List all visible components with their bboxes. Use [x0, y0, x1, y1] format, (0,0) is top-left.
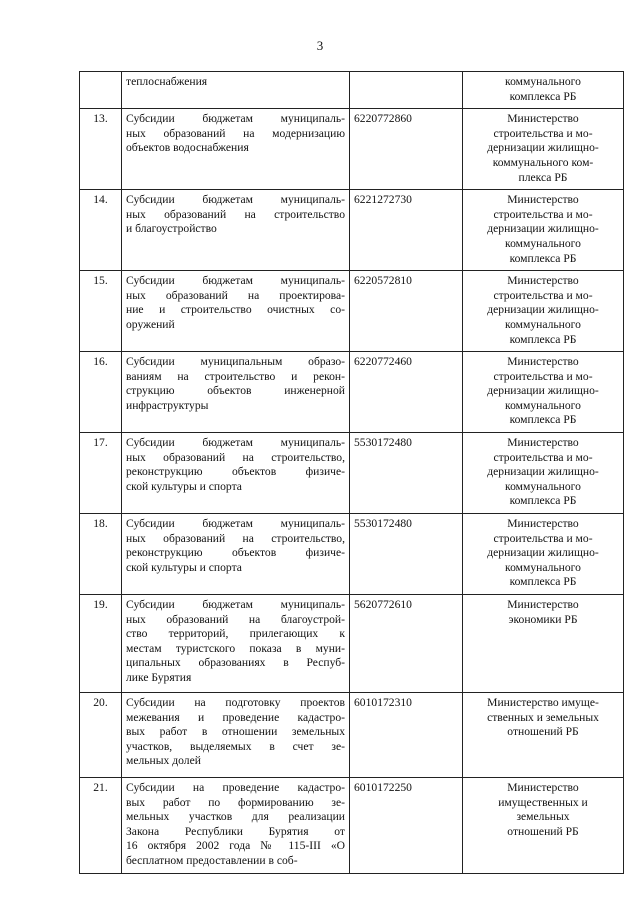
subsidy-name-cell [122, 433, 350, 514]
ministry-line: Министерство имуще- [487, 696, 599, 709]
row-number-cell: 13. [80, 109, 122, 190]
row-number-cell [80, 72, 122, 109]
subsidy-name-line: ство территорий, прилегающих к [126, 627, 345, 641]
table-body [80, 72, 624, 874]
row-number-cell: 14. [80, 190, 122, 271]
ministry-line: дернизации жилищно- [487, 465, 599, 479]
subsidy-name-line: ваниям на строительство и рекон- [126, 369, 345, 383]
ministry-line: дернизации жилищно- [487, 384, 599, 398]
subsidy-name-line: Субсидии на проведение кадастро- [126, 781, 345, 794]
ministry-cell [463, 72, 624, 109]
subsidy-name-line: Закона Республики Бурятия от [126, 824, 345, 838]
table-row [80, 693, 624, 778]
subsidy-name-cell [122, 72, 350, 109]
ministry-line: строительства и мо- [493, 207, 593, 221]
ministry-line: отношений РБ [507, 824, 579, 838]
subsidy-name-line: ципальных образованиях в Респуб- [126, 656, 345, 670]
subsidy-name-line: объектов водоснабжения [126, 141, 249, 155]
ministry-line: Министерство [507, 112, 579, 126]
subsidy-name-line: мельных участков для реализации [126, 810, 345, 824]
table-row [80, 514, 624, 595]
ministry-line: ственных и земельных [487, 710, 599, 724]
row-number-cell: 21. [80, 778, 122, 874]
subsidy-name-cell [122, 595, 350, 693]
ministry-line: плекса РБ [518, 170, 568, 184]
subsidy-name-line: реконструкцию объектов физиче- [126, 546, 345, 560]
subsidy-name-line: ных образований на благоустрой- [126, 612, 345, 626]
ministry-line: дернизации жилищно- [487, 546, 599, 560]
ministry-line: строительства и мо- [493, 531, 593, 545]
ministry-cell [463, 190, 624, 271]
ministry-line: Министерство [507, 193, 579, 207]
ministry-line: имущественных и [498, 795, 588, 809]
subsidy-name-line: ных образований на проектирова- [126, 288, 345, 302]
budget-code-cell: 6221272730 [350, 190, 463, 271]
subsidy-name-line: межевания и проведение кадастро- [126, 710, 345, 724]
subsidy-name-line: Субсидии бюджетам муниципаль- [126, 436, 345, 450]
page-number: 3 [316, 38, 324, 53]
subsidy-name-cell [122, 190, 350, 271]
ministry-cell [463, 352, 624, 433]
table-row [80, 352, 624, 433]
ministry-line: комплекса РБ [509, 332, 577, 346]
subsidy-name-line: 16 октября 2002 года № 115-III «О [126, 839, 345, 853]
ministry-line: Министерство [507, 274, 579, 288]
subsidy-name-line: и благоустройство [126, 222, 217, 236]
subsidy-name-line: ской культуры и спорта [126, 560, 242, 574]
ministry-line: комплекса РБ [509, 575, 577, 589]
subsidy-name-line: ных образований на модернизацию [126, 126, 345, 140]
subsidy-name-cell [122, 271, 350, 352]
budget-code-cell: 6010172310 [350, 693, 463, 778]
ministry-cell [463, 514, 624, 595]
ministry-line: коммунального ком- [492, 155, 594, 169]
row-number-cell: 18. [80, 514, 122, 595]
row-number-cell: 17. [80, 433, 122, 514]
subsidy-name-line: оружений [126, 317, 175, 331]
budget-code-cell: 6010172250 [350, 778, 463, 874]
ministry-line: дернизации жилищно- [487, 303, 599, 317]
ministry-line: строительства и мо- [493, 450, 593, 464]
ministry-line: комплекса РБ [509, 413, 577, 427]
subsidy-name-line: местам туристского показа в муни- [126, 641, 345, 655]
ministry-line: строительства и мо- [493, 126, 593, 140]
subsidy-name-cell [122, 514, 350, 595]
budget-code-cell: 5530172480 [350, 514, 463, 595]
table-row [80, 433, 624, 514]
row-number-cell: 15. [80, 271, 122, 352]
budget-code-cell: 6220772860 [350, 109, 463, 190]
ministry-line: коммунального [505, 317, 581, 331]
subsidy-name-cell [122, 693, 350, 778]
ministry-line: экономики РБ [508, 612, 578, 626]
budget-code-cell: 6220572810 [350, 271, 463, 352]
subsidy-name-cell [122, 778, 350, 874]
ministry-cell [463, 109, 624, 190]
subsidy-name-line: Субсидии бюджетам муниципаль- [126, 517, 345, 531]
table-row [80, 595, 624, 693]
ministry-cell [463, 433, 624, 514]
subsidy-name-line: мельных долей [126, 754, 201, 768]
subsidies-table [79, 71, 624, 874]
subsidy-name-cell [122, 352, 350, 433]
table-row [80, 72, 624, 109]
row-number-cell: 19. [80, 595, 122, 693]
subsidy-name-line: Субсидии на подготовку проектов [126, 696, 345, 709]
ministry-line: земельных [516, 810, 570, 824]
row-number-cell: 16. [80, 352, 122, 433]
subsidy-name-line: вых работ по формированию зе- [126, 795, 345, 809]
budget-code-cell: 6220772460 [350, 352, 463, 433]
ministry-line: коммунального [505, 479, 581, 493]
subsidy-name-line: Субсидии бюджетам муниципаль- [126, 112, 345, 126]
subsidy-name-cell [122, 109, 350, 190]
ministry-line: дернизации жилищно- [487, 222, 599, 236]
subsidy-name-line: ской культуры и спорта [126, 479, 242, 493]
subsidy-name-line: Субсидии бюджетам муниципаль- [126, 274, 345, 288]
ministry-cell [463, 595, 624, 693]
row-number-cell: 20. [80, 693, 122, 778]
subsidy-name-line: струкцию объектов инженерной [126, 384, 345, 398]
subsidy-name-line: ние и строительство очистных со- [126, 303, 345, 317]
subsidy-name-line: теплоснабжения [126, 75, 208, 88]
subsidy-name-line: ных образований на строительство, [126, 450, 345, 464]
ministry-cell [463, 271, 624, 352]
ministry-line: Министерство [507, 781, 579, 794]
ministry-line: Министерство [507, 436, 579, 450]
subsidy-name-line: ных образований на строительство [126, 207, 345, 221]
budget-code-cell: 5620772610 [350, 595, 463, 693]
ministry-line: Министерство [507, 355, 579, 369]
subsidy-name-line: ных образований на строительство, [126, 531, 345, 545]
table-row [80, 109, 624, 190]
ministry-line: строительства и мо- [493, 288, 593, 302]
ministry-line: Министерство [507, 517, 579, 531]
budget-code-cell [350, 72, 463, 109]
table-row [80, 271, 624, 352]
subsidy-name-line: Субсидии муниципальным образо- [126, 355, 345, 369]
subsidy-name-line: бесплатном предоставлении в соб- [126, 853, 298, 867]
ministry-cell [463, 778, 624, 874]
ministry-line: комплекса РБ [509, 89, 577, 103]
ministry-line: строительства и мо- [493, 369, 593, 383]
ministry-line: отношений РБ [507, 725, 579, 739]
subsidy-name-line: участков, выделяемых в счет зе- [126, 739, 345, 753]
subsidy-name-line: инфраструктуры [126, 398, 209, 412]
subsidy-name-line: реконструкцию объектов физиче- [126, 465, 345, 479]
subsidy-name-line: вых работ в отношении земельных [126, 725, 345, 739]
ministry-line: коммунального [505, 560, 581, 574]
table-row [80, 190, 624, 271]
ministry-line: коммунального [505, 75, 581, 88]
subsidy-name-line: лике Бурятия [126, 670, 192, 684]
ministry-line: дернизации жилищно- [487, 141, 599, 155]
ministry-line: коммунального [505, 236, 581, 250]
ministry-line: комплекса РБ [509, 251, 577, 265]
table-row [80, 778, 624, 874]
ministry-line: комплекса РБ [509, 494, 577, 508]
subsidy-name-line: Субсидии бюджетам муниципаль- [126, 193, 345, 207]
ministry-cell [463, 693, 624, 778]
subsidy-name-line: Субсидии бюджетам муниципаль- [126, 598, 345, 611]
budget-code-cell: 5530172480 [350, 433, 463, 514]
ministry-line: коммунального [505, 398, 581, 412]
ministry-line: Министерство [507, 598, 579, 611]
